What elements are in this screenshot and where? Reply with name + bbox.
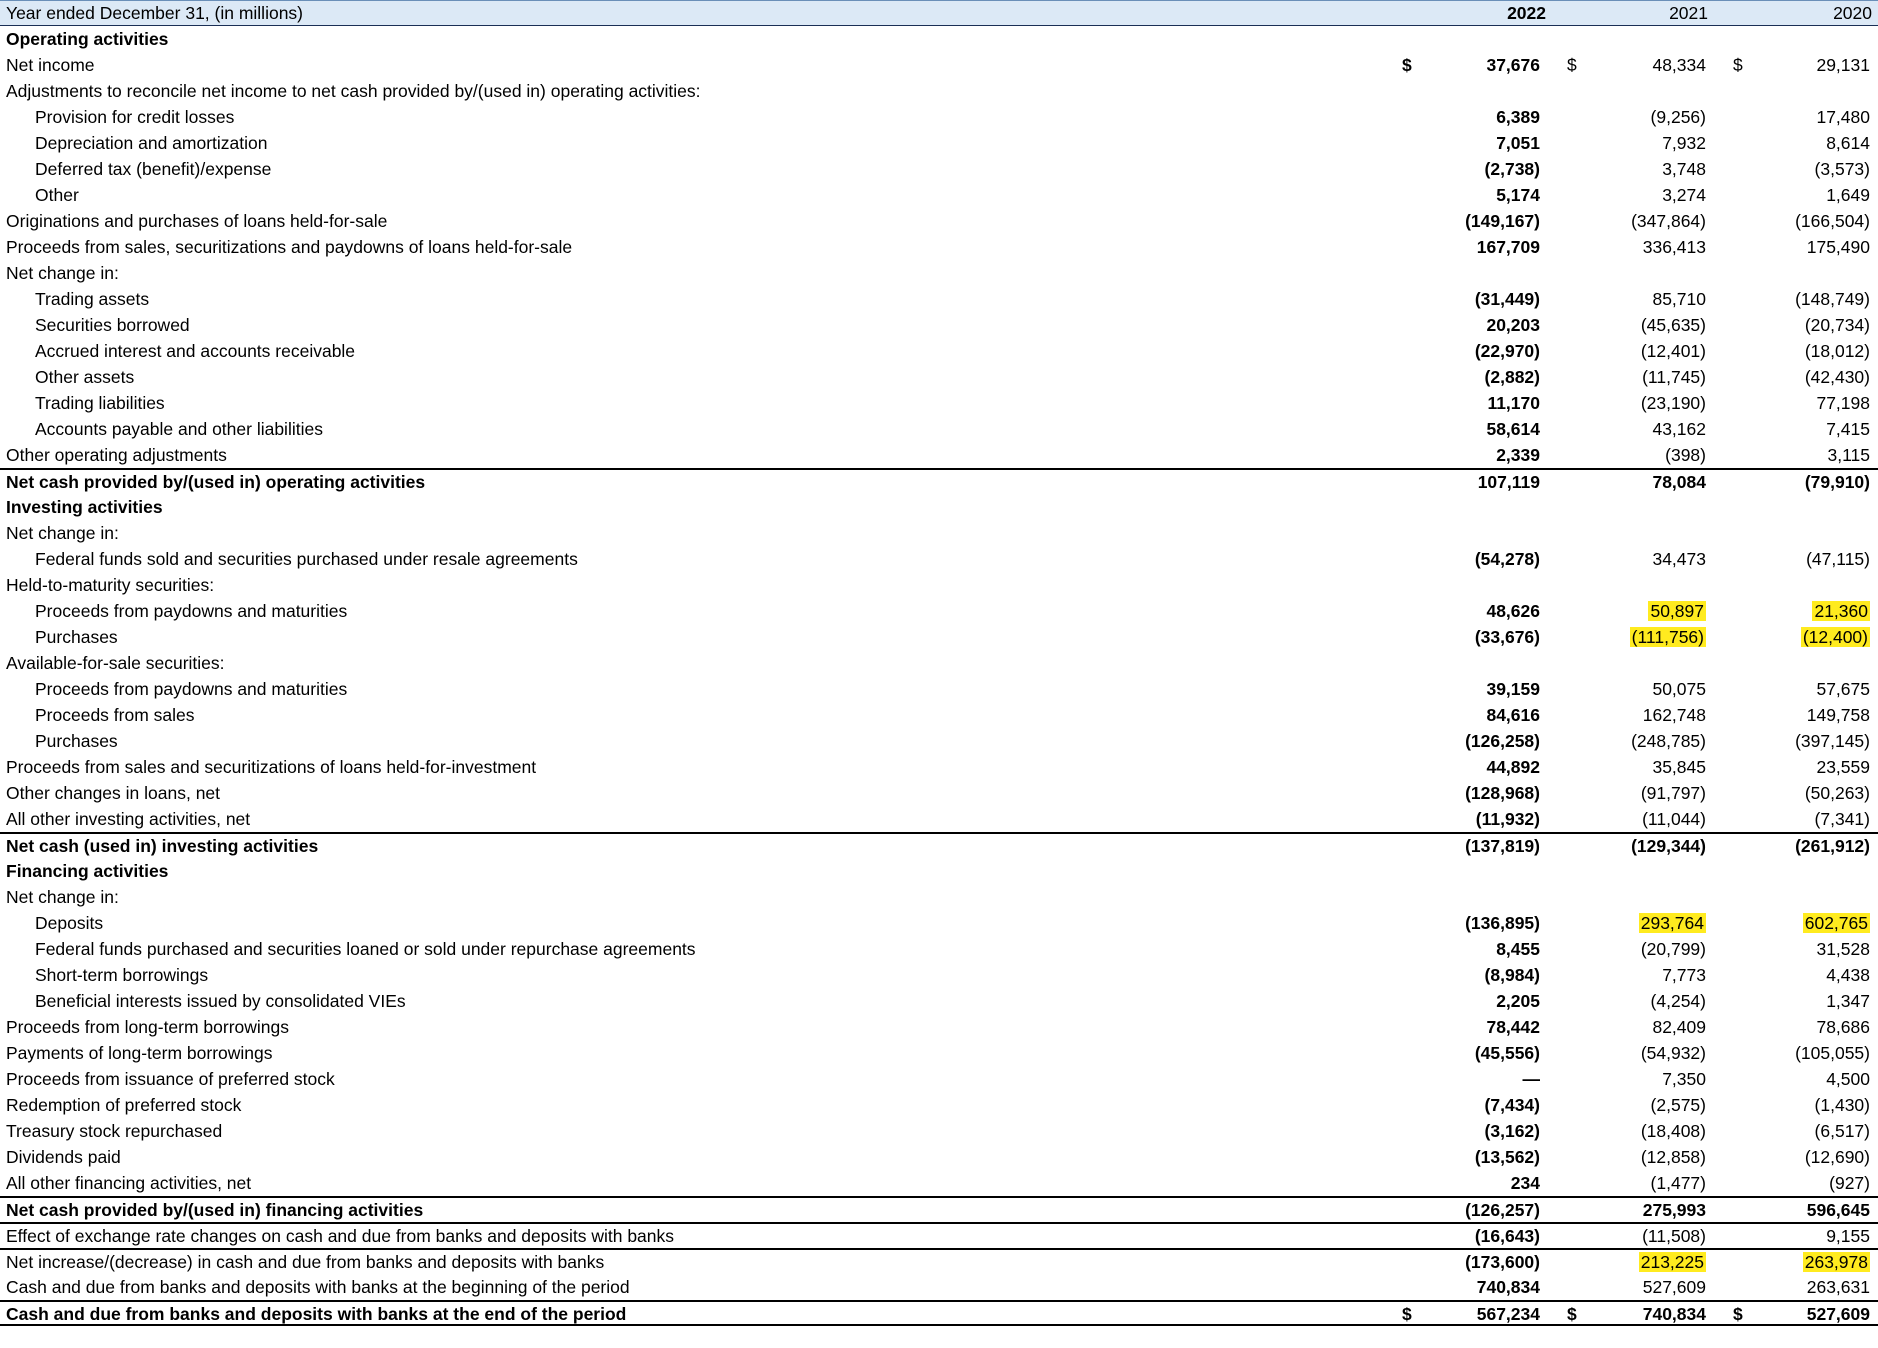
row-label: Net cash (used in) investing activities <box>6 836 319 856</box>
table-row <box>0 1066 1878 1092</box>
value-2021: 7,773 <box>1662 965 1706 985</box>
value-2022: 6,389 <box>1496 107 1540 127</box>
value-2022: (137,819) <box>1465 836 1540 856</box>
value-2020: 17,480 <box>1816 107 1870 127</box>
value-2021 <box>1639 1250 1706 1274</box>
table-row <box>0 1196 1878 1222</box>
value-2021: 34,473 <box>1652 549 1706 569</box>
table-row <box>0 676 1878 702</box>
row-label: Proceeds from paydowns and maturities <box>35 679 348 699</box>
highlighted-value: 293,764 <box>1640 913 1704 933</box>
row-label: Other changes in loans, net <box>6 783 221 803</box>
value-2020: (50,263) <box>1804 783 1870 803</box>
row-label: Held-to-maturity securities: <box>6 575 215 595</box>
value-2021: (20,799) <box>1640 939 1706 959</box>
table-body <box>0 26 1878 1326</box>
row-label: Other assets <box>35 367 135 387</box>
value-2022: 234 <box>1510 1173 1540 1193</box>
highlighted-value: 21,360 <box>1814 601 1868 621</box>
value-2020: (1,430) <box>1814 1095 1870 1115</box>
currency-symbol: $ <box>1733 55 1743 75</box>
row-label: Purchases <box>35 731 118 751</box>
value-2022: 58,614 <box>1486 419 1540 439</box>
row-label: Payments of long-term borrowings <box>6 1043 273 1063</box>
table-row <box>0 468 1878 494</box>
row-label: Proceeds from sales, securitizations and paydowns of loans held-for-sale <box>6 237 573 257</box>
value-2021: (11,745) <box>1642 367 1706 387</box>
value-2020: 29,131 <box>1816 55 1870 75</box>
value-2021: (54,932) <box>1640 1043 1706 1063</box>
value-2021: (248,785) <box>1631 731 1706 751</box>
value-2020: 3,115 <box>1827 445 1870 465</box>
value-2021: (398) <box>1665 445 1706 465</box>
value-2021: (91,797) <box>1640 783 1706 803</box>
row-label: Trading liabilities <box>35 393 165 413</box>
value-2021: 48,334 <box>1652 55 1706 75</box>
value-2021: (9,256) <box>1650 107 1706 127</box>
value-2020: 1,347 <box>1826 991 1870 1011</box>
value-2022: (16,643) <box>1474 1226 1540 1246</box>
value-2022: (45,556) <box>1474 1043 1540 1063</box>
value-2022: (173,600) <box>1465 1252 1540 1272</box>
value-2021: (23,190) <box>1640 393 1706 413</box>
table-header <box>0 0 1878 26</box>
table-row <box>0 1170 1878 1196</box>
table-row <box>0 494 1878 520</box>
highlighted-value: 602,765 <box>1804 913 1868 933</box>
table-row <box>0 338 1878 364</box>
table-row <box>0 936 1878 962</box>
value-2021: 3,274 <box>1662 185 1706 205</box>
value-2020: (42,430) <box>1804 367 1870 387</box>
currency-symbol: $ <box>1402 55 1412 75</box>
table-row <box>0 806 1878 832</box>
currency-symbol: $ <box>1402 1304 1412 1324</box>
header-year-2022: 2022 <box>1507 3 1546 23</box>
value-2022: 107,119 <box>1477 472 1540 492</box>
value-2022: 2,339 <box>1496 445 1540 465</box>
table-row <box>0 156 1878 182</box>
row-label: Trading assets <box>35 289 150 309</box>
value-2022: 167,709 <box>1476 237 1540 257</box>
table-row <box>0 624 1878 650</box>
value-2022: (149,167) <box>1465 211 1540 231</box>
value-2022: (128,968) <box>1465 783 1540 803</box>
highlighted-value: (111,756) <box>1631 627 1704 647</box>
value-2022: (126,258) <box>1465 731 1540 751</box>
row-label: Securities borrowed <box>35 315 190 335</box>
table-row <box>0 1144 1878 1170</box>
header-year-2020: 2020 <box>1833 3 1872 23</box>
value-2020 <box>1801 624 1870 650</box>
row-label: Proceeds from paydowns and maturities <box>35 601 348 621</box>
highlighted-value: 213,225 <box>1640 1252 1704 1272</box>
value-2021: 527,609 <box>1642 1277 1706 1297</box>
value-2022: (2,882) <box>1484 367 1540 387</box>
value-2020: 8,614 <box>1826 133 1870 153</box>
value-2020 <box>1812 598 1870 624</box>
value-2020: (105,055) <box>1795 1043 1870 1063</box>
table-row <box>0 312 1878 338</box>
value-2021: 78,084 <box>1652 472 1706 492</box>
value-2021: (12,858) <box>1640 1147 1706 1167</box>
table-row <box>0 754 1878 780</box>
row-label: All other financing activities, net <box>6 1173 252 1193</box>
value-2022: — <box>1522 1069 1540 1089</box>
value-2022: 20,203 <box>1486 315 1540 335</box>
value-2022: 78,442 <box>1486 1017 1540 1037</box>
table-row <box>0 260 1878 286</box>
highlighted-value: 263,978 <box>1804 1252 1868 1272</box>
highlighted-value: (12,400) <box>1802 627 1868 647</box>
table-row <box>0 728 1878 754</box>
row-label: Federal funds sold and securities purchased under resale agreements <box>35 549 578 569</box>
value-2020: 175,490 <box>1806 237 1870 257</box>
value-2020: (166,504) <box>1795 211 1870 231</box>
table-row <box>0 104 1878 130</box>
value-2021: 3,748 <box>1662 159 1706 179</box>
row-label: Other <box>35 185 79 205</box>
table-row <box>0 962 1878 988</box>
table-row <box>0 1300 1878 1326</box>
table-row <box>0 390 1878 416</box>
value-2020: (261,912) <box>1795 836 1870 856</box>
value-2021: 7,350 <box>1662 1069 1706 1089</box>
value-2021: 740,834 <box>1642 1304 1706 1324</box>
value-2021: (18,408) <box>1640 1121 1706 1141</box>
highlighted-value: 50,897 <box>1650 601 1704 621</box>
value-2022: (13,562) <box>1474 1147 1540 1167</box>
value-2021: (2,575) <box>1650 1095 1706 1115</box>
row-label: Accounts payable and other liabilities <box>35 419 323 439</box>
row-label: Depreciation and amortization <box>35 133 268 153</box>
value-2022: (126,257) <box>1465 1200 1540 1220</box>
value-2021: (11,044) <box>1642 809 1706 829</box>
value-2020: (7,341) <box>1814 809 1870 829</box>
row-label: Available-for-sale securities: <box>6 653 225 673</box>
value-2020: (47,115) <box>1806 549 1870 569</box>
row-label: Net change in: <box>6 523 119 543</box>
table-row <box>0 234 1878 260</box>
row-label: Proceeds from issuance of preferred stock <box>6 1069 335 1089</box>
value-2022: (22,970) <box>1474 341 1540 361</box>
value-2020: (6,517) <box>1814 1121 1870 1141</box>
table-row <box>0 832 1878 858</box>
currency-symbol: $ <box>1567 55 1577 75</box>
value-2020: 57,675 <box>1816 679 1870 699</box>
row-label: Financing activities <box>6 861 169 881</box>
value-2020: (18,012) <box>1804 341 1870 361</box>
value-2022: 7,051 <box>1496 133 1540 153</box>
table-row <box>0 286 1878 312</box>
value-2022: 37,676 <box>1486 55 1540 75</box>
value-2022: (33,676) <box>1474 627 1540 647</box>
value-2022: (11,932) <box>1475 809 1540 829</box>
header-year-2021: 2021 <box>1669 3 1708 23</box>
value-2022: (8,984) <box>1484 965 1540 985</box>
value-2020: 1,649 <box>1826 185 1870 205</box>
value-2021: (4,254) <box>1650 991 1706 1011</box>
row-label: Proceeds from sales <box>35 705 195 725</box>
value-2020: (927) <box>1829 1173 1870 1193</box>
value-2020: 9,155 <box>1826 1226 1870 1246</box>
value-2022: 740,834 <box>1476 1277 1540 1297</box>
table-row <box>0 182 1878 208</box>
row-label: Originations and purchases of loans held-for-sale <box>6 211 388 231</box>
table-row <box>0 572 1878 598</box>
value-2022: 44,892 <box>1486 757 1540 777</box>
value-2020: 596,645 <box>1806 1200 1870 1220</box>
row-label: Investing activities <box>6 497 163 517</box>
row-label: Net change in: <box>6 263 119 283</box>
value-2021: (11,508) <box>1642 1226 1706 1246</box>
value-2021 <box>1639 910 1706 936</box>
currency-symbol: $ <box>1567 1304 1577 1324</box>
table-row <box>0 78 1878 104</box>
value-2020 <box>1803 1250 1870 1274</box>
table-row <box>0 650 1878 676</box>
table-row <box>0 1092 1878 1118</box>
row-label: Provision for credit losses <box>35 107 235 127</box>
row-label: Net cash provided by/(used in) financing activities <box>6 1200 424 1220</box>
value-2021: (129,344) <box>1631 836 1706 856</box>
value-2021: 50,075 <box>1652 679 1706 699</box>
row-label: Federal funds purchased and securities loaned or sold under repurchase agreements <box>35 939 696 959</box>
row-label: Net cash provided by/(used in) operating activities <box>6 472 426 492</box>
value-2022: (7,434) <box>1484 1095 1540 1115</box>
table-row <box>0 702 1878 728</box>
value-2021: (347,864) <box>1631 211 1706 231</box>
value-2020: 31,528 <box>1816 939 1870 959</box>
value-2022: 48,626 <box>1486 601 1540 621</box>
row-label: Net income <box>6 55 95 75</box>
value-2020: 78,686 <box>1816 1017 1870 1037</box>
value-2020: 23,559 <box>1816 757 1870 777</box>
table-row <box>0 598 1878 624</box>
table-row <box>0 1118 1878 1144</box>
value-2021: 162,748 <box>1642 705 1706 725</box>
row-label: Deferred tax (benefit)/expense <box>35 159 272 179</box>
row-label: Deposits <box>35 913 104 933</box>
value-2021: 275,993 <box>1642 1200 1706 1220</box>
value-2021 <box>1630 624 1706 650</box>
value-2022: (31,449) <box>1474 289 1540 309</box>
table-row <box>0 208 1878 234</box>
value-2021 <box>1648 598 1706 624</box>
row-label: Accrued interest and accounts receivable <box>35 341 356 361</box>
value-2020: (397,145) <box>1795 731 1870 751</box>
value-2021: 85,710 <box>1652 289 1706 309</box>
table-row <box>0 130 1878 156</box>
value-2022: 11,170 <box>1487 393 1540 413</box>
value-2020: 4,438 <box>1826 965 1870 985</box>
value-2021: (1,477) <box>1650 1173 1706 1193</box>
table-row <box>0 416 1878 442</box>
value-2021: 35,845 <box>1652 757 1706 777</box>
table-row <box>0 52 1878 78</box>
header-label: Year ended December 31, (in millions) <box>6 3 304 23</box>
value-2020: 263,631 <box>1806 1277 1870 1297</box>
table-row <box>0 1222 1878 1248</box>
value-2021: 336,413 <box>1642 237 1706 257</box>
table-row <box>0 884 1878 910</box>
table-row <box>0 26 1878 52</box>
row-label: Adjustments to reconcile net income to net cash provided by/(used in) operating activities: <box>6 81 701 101</box>
value-2021: (45,635) <box>1640 315 1706 335</box>
value-2022: (136,895) <box>1465 913 1540 933</box>
value-2020: (148,749) <box>1795 289 1870 309</box>
row-label: Net change in: <box>6 887 119 907</box>
value-2020: 7,415 <box>1826 419 1870 439</box>
table-row <box>0 546 1878 572</box>
value-2022: 567,234 <box>1476 1304 1540 1324</box>
table-row <box>0 442 1878 468</box>
row-label: Operating activities <box>6 29 169 49</box>
row-label: Purchases <box>35 627 118 647</box>
value-2021: (12,401) <box>1640 341 1706 361</box>
row-label: Proceeds from sales and securitizations of loans held-for-investment <box>6 757 537 777</box>
row-label: Proceeds from long-term borrowings <box>6 1017 290 1037</box>
value-2022: 2,205 <box>1496 991 1540 1011</box>
table-row <box>0 858 1878 884</box>
table-row <box>0 520 1878 546</box>
value-2021: 43,162 <box>1652 419 1706 439</box>
table-row <box>0 1248 1878 1274</box>
value-2020: 4,500 <box>1826 1069 1870 1089</box>
currency-symbol: $ <box>1733 1304 1743 1324</box>
table-row <box>0 1014 1878 1040</box>
value-2021: 82,409 <box>1652 1017 1706 1037</box>
row-label: Treasury stock repurchased <box>6 1121 223 1141</box>
value-2022: 5,174 <box>1496 185 1540 205</box>
row-label: Cash and due from banks and deposits with banks at the end of the period <box>6 1304 627 1324</box>
row-label: Redemption of preferred stock <box>6 1095 242 1115</box>
value-2020: 149,758 <box>1806 705 1870 725</box>
table-row <box>0 364 1878 390</box>
value-2020: (79,910) <box>1804 472 1870 492</box>
table-row <box>0 1274 1878 1300</box>
value-2022: 39,159 <box>1486 679 1540 699</box>
row-label: Short-term borrowings <box>35 965 209 985</box>
value-2022: (3,162) <box>1484 1121 1540 1141</box>
value-2020: 527,609 <box>1806 1304 1870 1324</box>
row-label: Dividends paid <box>6 1147 121 1167</box>
row-label: Beneficial interests issued by consolidated VIEs <box>35 991 406 1011</box>
table-row <box>0 780 1878 806</box>
value-2020: 77,198 <box>1816 393 1870 413</box>
row-label: Effect of exchange rate changes on cash and due from banks and deposits with banks <box>6 1226 675 1246</box>
value-2020 <box>1803 910 1870 936</box>
row-label: All other investing activities, net <box>6 809 251 829</box>
row-label: Other operating adjustments <box>6 445 227 465</box>
value-2022: (2,738) <box>1484 159 1540 179</box>
value-2020: (12,690) <box>1804 1147 1870 1167</box>
value-2022: 84,616 <box>1486 705 1540 725</box>
row-label: Net increase/(decrease) in cash and due from banks and deposits with banks <box>6 1252 605 1272</box>
table-row <box>0 910 1878 936</box>
table-row <box>0 1040 1878 1066</box>
value-2022: 8,455 <box>1496 939 1540 959</box>
value-2020: (20,734) <box>1804 315 1870 335</box>
value-2022: (54,278) <box>1474 549 1540 569</box>
table-row <box>0 988 1878 1014</box>
row-label: Cash and due from banks and deposits with banks at the beginning of the period <box>6 1277 630 1297</box>
value-2020: (3,573) <box>1814 159 1870 179</box>
value-2021: 7,932 <box>1662 133 1706 153</box>
